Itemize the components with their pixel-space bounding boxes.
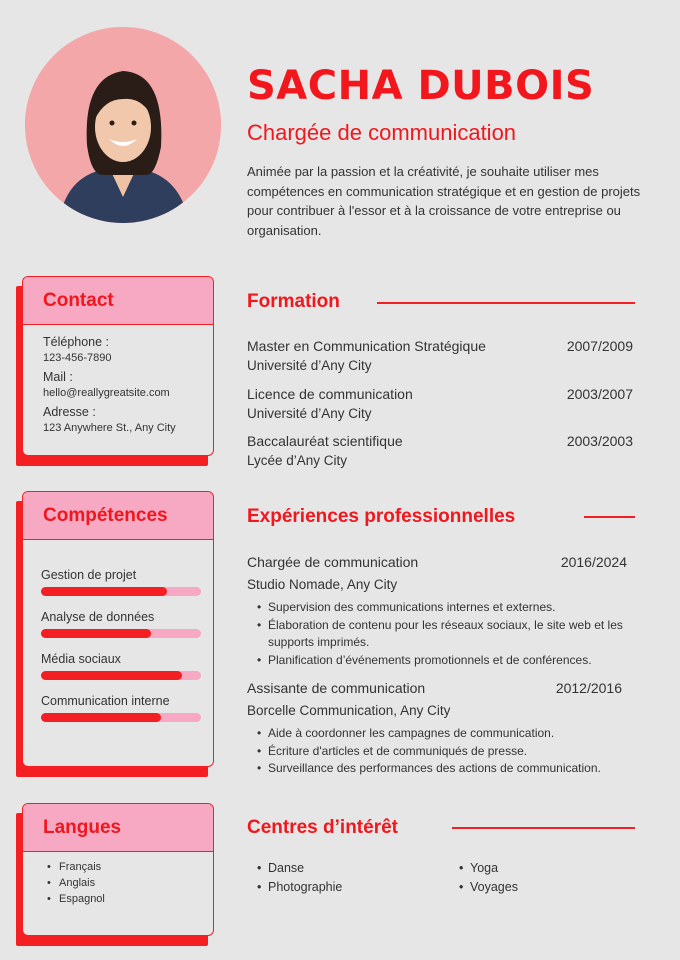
role: Chargée de communication [247,554,419,570]
interest-item: • Yoga [459,860,518,876]
divider-line [377,302,635,304]
language-item: • Anglais [47,877,213,889]
interests-title: Centres d’intérêt [247,817,398,838]
degree: Baccalauréat scientifique [247,433,403,449]
phone-label: Téléphone : [43,335,110,349]
languages-title: Langues [23,804,213,852]
skills-card [16,491,214,777]
skill-bar [41,671,201,680]
skill-item [41,610,213,638]
contact-card [16,276,214,466]
skill-bar [41,587,201,596]
person-name: SACHA DUBOIS [247,63,595,109]
company: Studio Nomade, Any City [247,577,398,592]
skill-name: Gestion de projet [41,568,137,582]
bullet-item: • Supervision des communications internes et externes. [257,599,637,617]
education-item [247,338,633,373]
skill-name: Communication interne [41,694,170,708]
experience-header [247,680,622,696]
job-title: Chargée de communication [247,120,517,145]
language-item: • Français [47,861,213,873]
years: 2007/2009 [566,338,633,354]
bullet-item: • Aide à coordonner les campagnes de communication. [257,725,637,743]
education-item [247,386,633,421]
education-title: Formation [247,291,340,312]
divider-line [452,827,635,829]
experience-bullets [257,599,637,669]
skills-title: Compétences [23,492,213,540]
role: Assisante de communication [247,680,426,696]
experience-header [247,554,627,570]
skill-name: Analyse de données [41,610,155,624]
mail-value[interactable]: hello@reallygreatsite.com [43,387,170,399]
school: Université d’Any City [247,406,372,421]
years: 2016/2024 [560,554,627,570]
school: Université d’Any City [247,358,372,373]
skill-bar-fill [41,671,182,680]
experience-bullets [257,725,637,778]
address-value: 123 Anywhere St., Any City [43,422,176,434]
bullet-item: • Planification d’événements promotionnels et de conférences. [257,652,637,670]
skill-name: Média sociaux [41,652,121,666]
degree: Master en Communication Stratégique [247,338,486,354]
phone-value: 123-456-7890 [43,352,112,364]
bullet-item: • Écriture d'articles et de communiqués de presse. [257,743,637,761]
skill-item [41,652,213,680]
education-item [247,433,633,468]
language-item: • Espagnol [47,893,213,905]
bullet-item: • Surveillance des performances des actions de communication. [257,760,637,778]
contact-title: Contact [23,277,213,325]
mail-label: Mail : [43,370,73,384]
years: 2003/2003 [566,433,633,449]
profile-photo [25,27,221,223]
interest-item: • Photographie [257,879,342,895]
interests-list [459,860,518,898]
intro-text: Animée par la passion et la créativité, je souhaite utiliser mes compétences en communication stratégique et en gestion de projets pour contribuer à l'essor et à la croissance de votre entreprise ou organisation. [247,164,641,238]
languages-card [16,803,214,946]
company: Borcelle Communication, Any City [247,703,451,718]
divider-line [584,516,635,518]
skill-bar-fill [41,713,161,722]
years: 2003/2007 [566,386,633,402]
skill-bar-fill [41,629,151,638]
interest-item: • Voyages [459,879,518,895]
skill-bar-fill [41,587,167,596]
skill-bar [41,713,201,722]
interest-item: • Danse [257,860,342,876]
skill-item [41,694,213,722]
address-label: Adresse : [43,405,96,419]
years: 2012/2016 [555,680,622,696]
skill-bar [41,629,201,638]
degree: Licence de communication [247,386,413,402]
school: Lycée d’Any City [247,453,348,468]
experience-title: Expériences professionnelles [247,506,516,527]
interests-list [257,860,342,898]
bullet-item: • Élaboration de contenu pour les réseaux sociaux, le site web et les supports imprimés. [257,617,637,652]
skill-item [41,568,213,596]
